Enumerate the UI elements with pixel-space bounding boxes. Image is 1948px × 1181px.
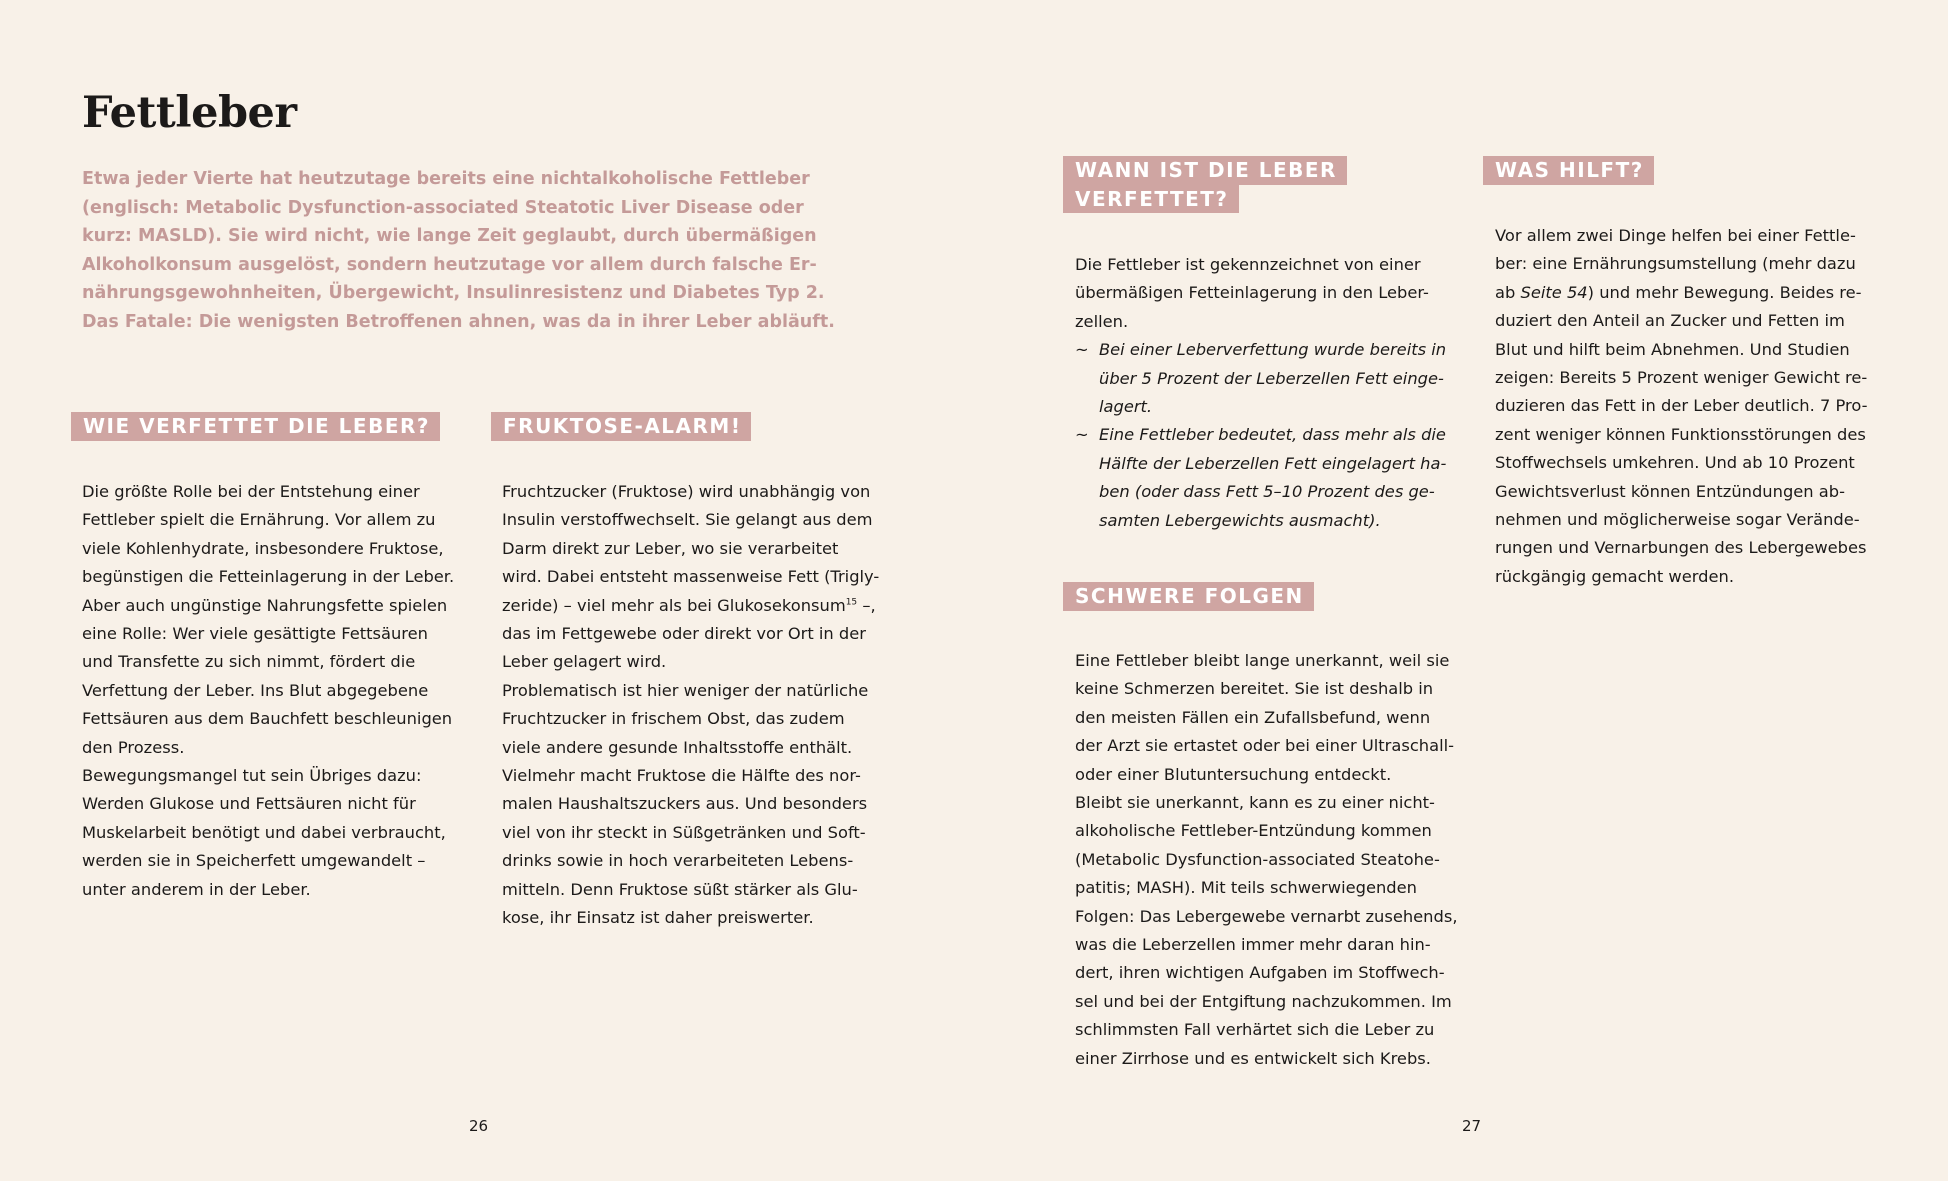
text-line: Eine Fettleber bleibt lange unerkannt, weil sie — [1075, 651, 1450, 670]
text-line: Bewegungsmangel tut sein Übriges dazu: — [82, 766, 422, 786]
heading-text: SCHWERE FOLGEN — [1075, 584, 1304, 608]
text-line: mitteln. Denn Fruktose süßt stärker als Glu- — [502, 879, 858, 899]
text-line: und Transfette zu sich nimmt, fördert die — [82, 652, 416, 672]
text-line: den Prozess. — [82, 737, 185, 757]
page-title: Fettleber — [82, 88, 297, 138]
heading-text: WAS HILFT? — [1495, 158, 1644, 182]
text-line: der Arzt sie ertastet oder bei einer Ultraschall- — [1075, 736, 1454, 756]
text-line: einer Zirrhose und es entwickelt sich Krebs. — [1075, 1048, 1431, 1068]
heading-text: VERFETTET? — [1063, 185, 1239, 214]
heading-wie-verfettet — [71, 412, 440, 441]
body-wie-verfettet — [82, 478, 454, 904]
tilde-bullet-icon: ~ — [1075, 425, 1089, 445]
page-number-right: 27 — [1462, 1117, 1482, 1135]
text-line: lagert. — [1099, 397, 1153, 417]
text-line: rückgängig gemacht werden. — [1495, 566, 1734, 586]
text-line: keine Schmerzen bereitet. Sie ist deshalb in — [1075, 679, 1434, 699]
text-line: übermäßigen Fetteinlagerung in den Leber- — [1075, 283, 1429, 303]
text-line: rungen und Vernarbungen des Lebergewebes — [1495, 538, 1867, 558]
text-fragment: –, — [857, 595, 876, 615]
tilde-bullet-icon: ~ — [1075, 340, 1089, 360]
text-line: Folgen: Das Lebergewebe vernarbt zusehends, — [1075, 906, 1458, 926]
text-line: Darm direkt zur Leber, wo sie verarbeitet — [502, 538, 839, 558]
intro-line: kurz: MASLD). Sie wird nicht, wie lange Zeit geglaubt, durch übermäßigen — [82, 226, 817, 246]
text-fragment: ) und mehr Bewegung. Beides re- — [1587, 282, 1862, 302]
text-line: alkoholische Fettleber-Entzündung kommen — [1075, 821, 1432, 841]
heading-fruktose-alarm — [491, 412, 751, 441]
body-wann-verfettet — [1075, 251, 1446, 535]
text-line: zellen. — [1075, 311, 1129, 331]
text-line: ber: eine Ernährungsumstellung (mehr dazu — [1495, 254, 1856, 274]
text-line: oder einer Blutuntersuchung entdeckt. — [1075, 764, 1392, 784]
text-line: wird. Dabei entsteht massenweise Fett (Trigly- — [502, 567, 880, 587]
text-line: Problematisch ist hier weniger der natürliche — [502, 680, 869, 700]
text-line: Hälfte der Leberzellen Fett eingelagert ha- — [1099, 453, 1447, 473]
text-line: Eine Fettleber bedeutet, dass mehr als die — [1099, 425, 1446, 445]
text-line: Muskelarbeit benötigt und dabei verbraucht, — [82, 822, 446, 842]
page-reference: Seite 54 — [1520, 282, 1588, 302]
text-line: Fettleber spielt die Ernährung. Vor allem zu — [82, 510, 436, 530]
text-line: Blut und hilft beim Abnehmen. Und Studien — [1495, 339, 1850, 359]
text-line: über 5 Prozent der Leberzellen Fett einge- — [1099, 368, 1444, 388]
text-line: Die Fettleber ist gekennzeichnet von einer — [1075, 255, 1421, 274]
text-line: Die größte Rolle bei der Entstehung einer — [82, 482, 420, 501]
text-fragment: zeride) – viel mehr als bei Glukosekonsum — [502, 595, 846, 615]
heading-text: WIE VERFETTET DIE LEBER? — [83, 414, 430, 438]
text-line: zent weniger können Funktionsstörungen des — [1495, 424, 1866, 444]
text-line: viele Kohlenhydrate, insbesondere Fruktose, — [82, 538, 444, 558]
text-line: nehmen und möglicherweise sogar Verände- — [1495, 510, 1860, 530]
intro-line: (englisch: Metabolic Dysfunction-associated Steatotic Liver Disease oder — [82, 197, 804, 218]
body-fruktose-alarm — [502, 478, 879, 933]
text-line: Stoffwechsels umkehren. Und ab 10 Prozent — [1495, 453, 1855, 473]
text-line: malen Haushaltszuckers aus. Und besonders — [502, 794, 868, 814]
text-line: duzieren das Fett in der Leber deutlich. 7 Pro- — [1495, 396, 1868, 416]
intro-paragraph — [82, 165, 835, 336]
text-line: Vor allem zwei Dinge helfen bei einer Fettle- — [1495, 226, 1856, 245]
text-line: unter anderem in der Leber. — [82, 879, 311, 899]
text-line: Insulin verstoffwechselt. Sie gelangt aus dem — [502, 510, 873, 530]
text-line-with-footnote — [502, 592, 879, 620]
text-line: sel und bei der Entgiftung nachzukommen. Im — [1075, 991, 1452, 1011]
text-line: Aber auch ungünstige Nahrungsfette spielen — [82, 595, 448, 615]
text-line: ben (oder dass Fett 5–10 Prozent des ge- — [1099, 482, 1435, 502]
bullet-item — [1075, 421, 1446, 535]
text-line: zeigen: Bereits 5 Prozent weniger Gewicht re- — [1495, 368, 1868, 388]
intro-line: nährungsgewohnheiten, Übergewicht, Insulinresistenz und Diabetes Typ 2. — [82, 283, 825, 303]
bullet-item — [1075, 336, 1446, 421]
heading-text: FRUKTOSE-ALARM! — [503, 414, 742, 438]
text-line: das im Fettgewebe oder direkt vor Ort in der — [502, 624, 866, 644]
text-line: patitis; MASH). Mit teils schwerwiegenden — [1075, 878, 1417, 898]
text-line: viele andere gesunde Inhaltsstoffe enthält. — [502, 737, 853, 757]
text-line: viel von ihr steckt in Süßgetränken und Soft- — [502, 822, 866, 842]
text-line: drinks sowie in hoch verarbeiteten Lebens- — [502, 851, 854, 871]
body-schwere-folgen — [1075, 647, 1458, 1073]
heading-schwere-folgen — [1063, 582, 1314, 611]
text-line: was die Leberzellen immer mehr daran hin- — [1075, 935, 1431, 955]
footnote-reference: 15 — [845, 597, 858, 608]
text-line-with-reference — [1495, 279, 1868, 307]
heading-wann-verfettet — [1063, 156, 1347, 213]
text-line: Fruchtzucker (Fruktose) wird unabhängig von — [502, 482, 871, 501]
text-line: dert, ihren wichtigen Aufgaben im Stoffwech- — [1075, 963, 1445, 983]
heading-was-hilft — [1483, 156, 1654, 185]
text-line: Leber gelagert wird. — [502, 652, 667, 672]
text-line: (Metabolic Dysfunction-associated Steatohe- — [1075, 849, 1440, 869]
page-number-left: 26 — [469, 1117, 489, 1135]
text-line: eine Rolle: Wer viele gesättigte Fettsäuren — [82, 624, 428, 644]
text-line: Verfettung der Leber. Ins Blut abgegebene — [82, 680, 429, 700]
heading-text: WANN IST DIE LEBER — [1063, 156, 1347, 185]
text-line: Vielmehr macht Fruktose die Hälfte des nor- — [502, 766, 861, 786]
text-line: Gewichtsverlust können Entzündungen ab- — [1495, 481, 1845, 501]
body-was-hilft — [1495, 222, 1868, 591]
text-line: werden sie in Speicherfett umgewandelt – — [82, 851, 426, 871]
text-fragment: ab — [1495, 282, 1521, 302]
text-line: samten Lebergewichts ausmacht). — [1099, 510, 1381, 530]
text-line: begünstigen die Fetteinlagerung in der Leber. — [82, 567, 455, 587]
text-line: duziert den Anteil an Zucker und Fetten im — [1495, 311, 1845, 331]
text-line: Fettsäuren aus dem Bauchfett beschleunigen — [82, 709, 453, 729]
text-line: Bei einer Leberverfettung wurde bereits in — [1099, 340, 1447, 360]
text-line: Fruchtzucker in frischem Obst, das zudem — [502, 709, 845, 729]
text-line: schlimmsten Fall verhärtet sich die Leber zu — [1075, 1020, 1435, 1040]
text-line: kose, ihr Einsatz ist daher preiswerter. — [502, 908, 814, 928]
text-line: Bleibt sie unerkannt, kann es zu einer nicht- — [1075, 793, 1435, 813]
intro-line: Etwa jeder Vierte hat heutzutage bereits eine nichtalkoholische Fettleber — [82, 169, 810, 189]
intro-line: Alkoholkonsum ausgelöst, sondern heutzutage vor allem durch falsche Er- — [82, 254, 817, 275]
text-line: Werden Glukose und Fettsäuren nicht für — [82, 794, 416, 814]
text-line: den meisten Fällen ein Zufallsbefund, wenn — [1075, 707, 1431, 727]
intro-line: Das Fatale: Die wenigsten Betroffenen ahnen, was da in ihrer Leber abläuft. — [82, 311, 835, 332]
